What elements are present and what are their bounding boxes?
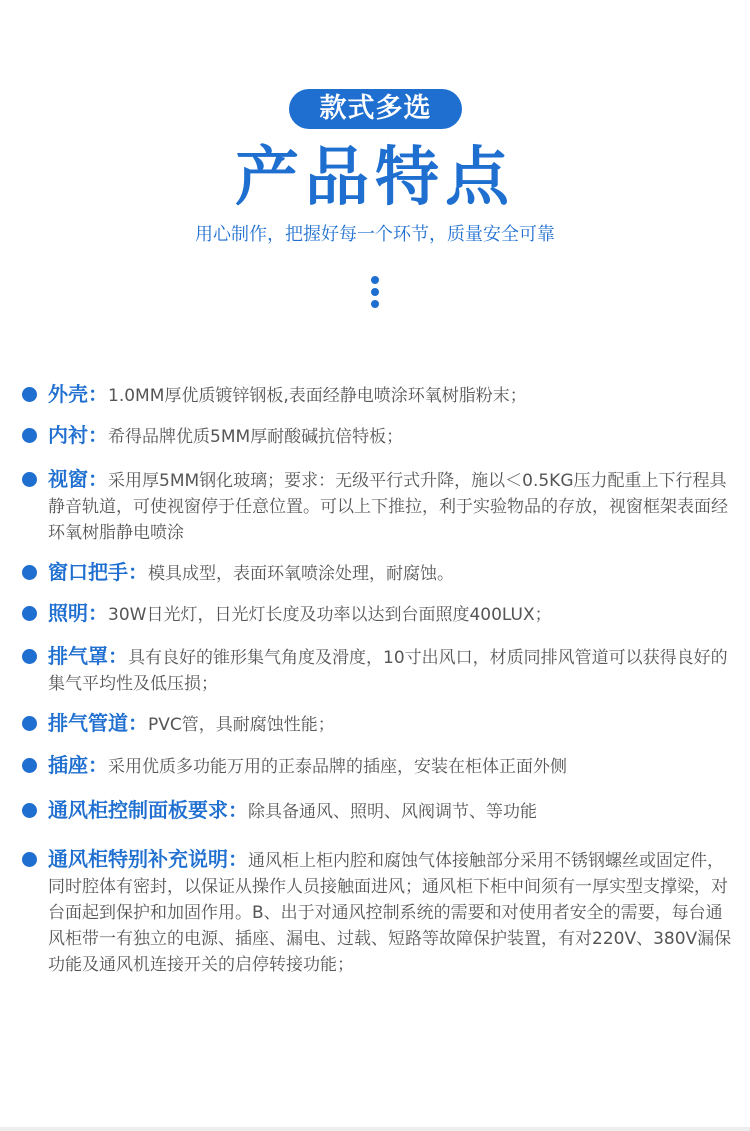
feature-label: 排气罩： <box>48 644 128 668</box>
feature-item-lighting <box>22 600 734 628</box>
bullet-icon <box>22 428 37 443</box>
bullet-icon <box>22 606 37 621</box>
feature-item-special-notes <box>22 846 734 978</box>
feature-label: 排气管道： <box>48 711 148 735</box>
bullet-icon <box>22 649 37 664</box>
feature-desc: 采用优质多功能万用的正泰品牌的插座，安装在柜体正面外侧 <box>108 757 567 777</box>
feature-desc: 希得品牌优质5MM厚耐酸碱抗倍特板； <box>108 427 404 447</box>
feature-label: 通风柜特别补充说明： <box>48 847 248 871</box>
bullet-icon <box>22 716 37 731</box>
feature-item-window <box>22 466 734 546</box>
bullet-icon <box>22 803 37 818</box>
feature-label: 照明： <box>48 601 108 625</box>
feature-label: 视窗： <box>48 467 108 491</box>
bullet-icon <box>22 852 37 867</box>
feature-label: 外壳： <box>48 382 108 406</box>
feature-label: 窗口把手： <box>48 560 148 584</box>
feature-item-window-handle <box>22 559 734 587</box>
bullet-icon <box>22 387 37 402</box>
feature-desc: 30W日光灯，日光灯长度及功率以达到台面照度400LUX； <box>108 605 552 625</box>
feature-desc: 通风柜上柜内腔和腐蚀气体接触部分采用不锈钢螺丝或固定件， 同时腔体有密封，以保证从操作人员接触面进风；通风柜下柜中间须有一厚实型支撑梁，对台面起到保护和加固作用。B、出于对通风控制系统的需要和对使用者安全的需要，每台通风柜带一有独立的电源、插座、漏电、过载、短路等故障保护装置，有对220V、380V漏保功能及通风机连接开关的启停转接功能； <box>48 851 732 975</box>
feature-desc: PVC管，具耐腐蚀性能； <box>148 715 335 735</box>
feature-item-shell <box>22 381 734 409</box>
style-options-badge: 款式多选 <box>289 89 462 129</box>
feature-desc: 采用厚5MM钢化玻璃；要求：无级平行式升降，施以＜0.5KG压力配重上下行程具静音轨道，可使视窗停于任意位置。可以上下推拉，利于实验物品的存放，视窗框架表面经环氧树脂静电喷涂 <box>48 471 728 543</box>
bullet-icon <box>22 565 37 580</box>
page-subtitle: 用心制作，把握好每一个环节，质量安全可靠 <box>195 224 555 245</box>
feature-desc: 模具成型，表面环氧喷涂处理，耐腐蚀。 <box>148 564 454 584</box>
page-title: 产品特点 <box>235 141 515 215</box>
feature-desc: 具有良好的锥形集气角度及滑度，10寸出风口，材质同排风管道可以获得良好的集气平均性及低压损； <box>48 648 728 694</box>
feature-item-socket <box>22 752 734 780</box>
bullet-icon <box>22 758 37 773</box>
feature-item-control-panel <box>22 797 734 825</box>
feature-item-exhaust-duct <box>22 710 734 738</box>
feature-item-lining <box>22 422 734 450</box>
feature-desc: 除具备通风、照明、风阀调节、等功能 <box>248 802 537 822</box>
bullet-icon <box>22 472 37 487</box>
bottom-divider <box>0 1127 750 1131</box>
feature-desc: 1.0MM厚优质镀锌钢板,表面经静电喷涂环氧树脂粉末； <box>108 386 527 406</box>
feature-label: 插座： <box>48 753 108 777</box>
feature-label: 内衬： <box>48 423 108 447</box>
vertical-dots-icon <box>370 276 380 308</box>
feature-label: 通风柜控制面板要求： <box>48 798 248 822</box>
feature-item-exhaust-hood <box>22 643 734 697</box>
